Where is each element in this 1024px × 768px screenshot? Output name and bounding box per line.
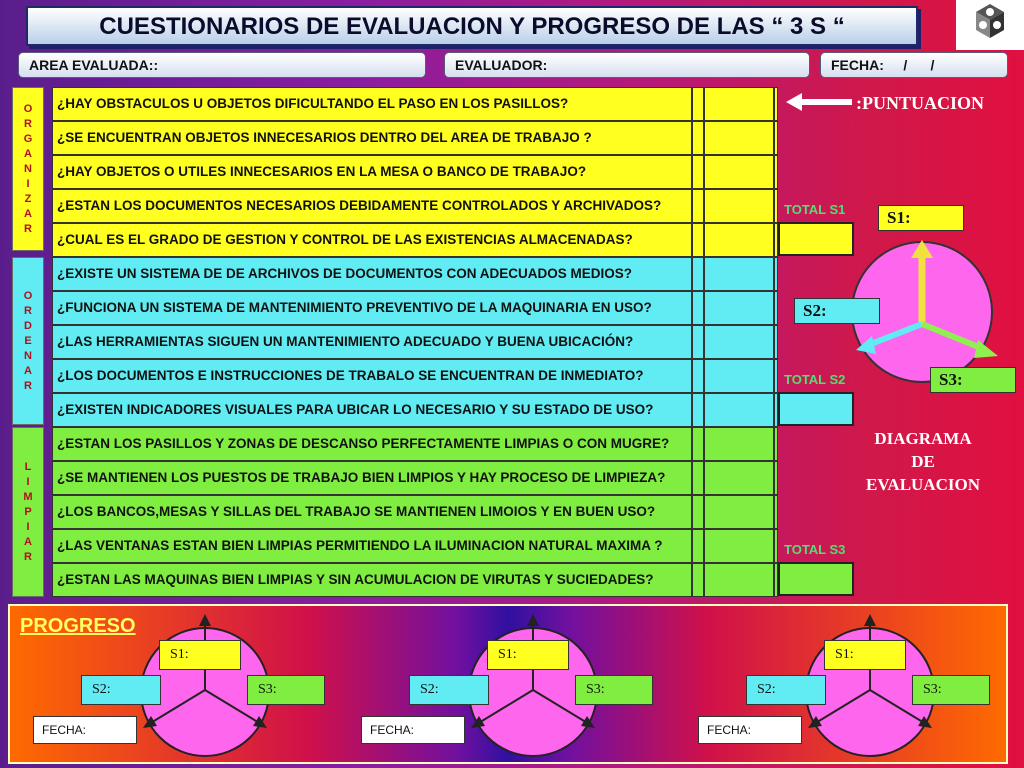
score-cell[interactable]: [774, 325, 778, 359]
question-row: ¿ESTAN LOS DOCUMENTOS NECESARIOS DEBIDAMENTE CONTROLADOS Y ARCHIVADOS?: [52, 189, 692, 223]
progress-s2-box[interactable]: S2:: [746, 675, 826, 705]
section-label-organizar: [12, 87, 44, 251]
progress-date-field[interactable]: FECHA:: [33, 716, 137, 744]
company-logo: [956, 0, 1024, 50]
diagram-s3-box[interactable]: S3:: [930, 367, 1016, 393]
score-cell[interactable]: [692, 359, 704, 393]
diagram-caption-line3: EVALUACION: [866, 475, 980, 494]
section-letter: G: [23, 132, 33, 145]
section-letter: Z: [24, 192, 32, 205]
section-letter: N: [24, 162, 32, 175]
score-cell[interactable]: [704, 87, 774, 121]
score-cell[interactable]: [774, 87, 778, 121]
score-cell[interactable]: [692, 427, 704, 461]
progress-s2-box[interactable]: S2:: [409, 675, 489, 705]
score-cell[interactable]: [692, 257, 704, 291]
diagram-caption: [846, 427, 1000, 496]
section-letter: I: [26, 475, 30, 488]
question-row: ¿HAY OBJETOS O UTILES INNECESARIOS EN LA MESA O BANCO DE TRABAJO?: [52, 155, 692, 189]
section-letter: L: [24, 460, 32, 473]
section-label-limpiar: [12, 427, 44, 597]
section-letter: R: [24, 379, 32, 392]
score-cell[interactable]: [692, 325, 704, 359]
score-cell[interactable]: [704, 121, 774, 155]
total-s2-label: TOTAL S2: [784, 372, 846, 387]
score-cell[interactable]: [774, 155, 778, 189]
score-cell[interactable]: [704, 155, 774, 189]
question-row: ¿LAS VENTANAS ESTAN BIEN LIMPIAS PERMITIENDO LA ILUMINACION NATURAL MAXIMA ?: [52, 529, 692, 563]
score-cell[interactable]: [704, 291, 774, 325]
section-letter: O: [23, 289, 33, 302]
section-letter: M: [23, 490, 33, 503]
score-cell[interactable]: [692, 121, 704, 155]
progress-s3-box[interactable]: S3:: [247, 675, 325, 705]
diagram-s2-box[interactable]: S2:: [794, 298, 880, 324]
section-letter: D: [24, 319, 32, 332]
question-row: ¿EXISTEN INDICADORES VISUALES PARA UBICAR LO NECESARIO Y SU ESTADO DE USO?: [52, 393, 692, 427]
score-cell[interactable]: [692, 495, 704, 529]
section-label-ordenar: [12, 257, 44, 425]
score-cell[interactable]: [704, 529, 774, 563]
diagram-caption-line1: DIAGRAMA: [874, 429, 972, 448]
score-cell[interactable]: [692, 223, 704, 257]
question-row: ¿SE MANTIENEN LOS PUESTOS DE TRABAJO BIEN LIMPIOS Y HAY PROCESO DE LIMPIEZA?: [52, 461, 692, 495]
question-row: ¿ESTAN LOS PASILLOS Y ZONAS DE DESCANSO PERFECTAMENTE LIMPIAS O CON MUGRE?: [52, 427, 692, 461]
diagram-s1-box[interactable]: S1:: [878, 205, 964, 231]
section-letter: R: [24, 117, 32, 130]
question-row: ¿LOS DOCUMENTOS E INSTRUCCIONES DE TRABALO SE ENCUENTRAN DE INMEDIATO?: [52, 359, 692, 393]
score-cell[interactable]: [692, 291, 704, 325]
total-s2-box[interactable]: [778, 392, 854, 426]
section-letter: A: [24, 147, 32, 160]
score-cell[interactable]: [692, 87, 704, 121]
score-cell[interactable]: [704, 189, 774, 223]
progress-title: PROGRESO: [20, 615, 136, 637]
section-letter: R: [24, 304, 32, 317]
section-letter: R: [24, 222, 32, 235]
page-title: CUESTIONARIOS DE EVALUACION Y PROGRESO DE LAS “ 3 S “: [26, 6, 918, 46]
score-cell[interactable]: [704, 427, 774, 461]
section-letter: E: [24, 334, 32, 347]
progress-date-field[interactable]: FECHA:: [361, 716, 465, 744]
section-letter: P: [24, 505, 32, 518]
score-cell[interactable]: [704, 257, 774, 291]
diagram-caption-line2: DE: [911, 452, 935, 471]
score-cell[interactable]: [774, 359, 778, 393]
score-cell[interactable]: [692, 461, 704, 495]
score-cell[interactable]: [704, 563, 774, 597]
section-letter: A: [24, 535, 32, 548]
question-row: ¿FUNCIONA UN SISTEMA DE MANTENIMIENTO PREVENTIVO DE LA MAQUINARIA EN USO?: [52, 291, 692, 325]
progress-s3-box[interactable]: S3:: [575, 675, 653, 705]
score-cell[interactable]: [692, 155, 704, 189]
score-cell[interactable]: [692, 563, 704, 597]
question-row: ¿LOS BANCOS,MESAS Y SILLAS DEL TRABAJO SE MANTIENEN LIMOIOS Y EN BUEN USO?: [52, 495, 692, 529]
question-row: ¿ESTAN LAS MAQUINAS BIEN LIMPIAS Y SIN ACUMULACION DE VIRUTAS Y SUCIEDADES?: [52, 563, 692, 597]
score-cell[interactable]: [774, 291, 778, 325]
question-row: ¿LAS HERRAMIENTAS SIGUEN UN MANTENIMIENTO ADECUADO Y BUENA UBICACIÓN?: [52, 325, 692, 359]
progress-s1-box[interactable]: S1:: [159, 640, 241, 670]
score-cell[interactable]: [692, 189, 704, 223]
date-field[interactable]: FECHA: / /: [820, 52, 1008, 78]
evaluator-field[interactable]: EVALUADOR:: [444, 52, 810, 78]
section-letter: I: [26, 177, 30, 190]
score-cell[interactable]: [704, 359, 774, 393]
total-s1-label: TOTAL S1: [784, 202, 846, 217]
progress-date-field[interactable]: FECHA:: [698, 716, 802, 744]
score-cell[interactable]: [774, 495, 778, 529]
progress-s1-box[interactable]: S1:: [487, 640, 569, 670]
progress-s2-box[interactable]: S2:: [81, 675, 161, 705]
score-cell[interactable]: [692, 529, 704, 563]
left-arrow-icon: [784, 91, 854, 118]
score-cell[interactable]: [774, 121, 778, 155]
score-cell[interactable]: [774, 461, 778, 495]
question-row: ¿CUAL ES EL GRADO DE GESTION Y CONTROL DE LAS EXISTENCIAS ALMACENADAS?: [52, 223, 692, 257]
section-letter: A: [24, 364, 32, 377]
section-letter: A: [24, 207, 32, 220]
question-row: ¿SE ENCUENTRAN OBJETOS INNECESARIOS DENTRO DEL AREA DE TRABAJO ?: [52, 121, 692, 155]
total-s3-label: TOTAL S3: [784, 542, 846, 557]
score-cell[interactable]: [692, 393, 704, 427]
section-letter: I: [26, 520, 30, 533]
section-letter: R: [24, 550, 32, 563]
score-cell[interactable]: [774, 189, 778, 223]
score-cell[interactable]: [774, 529, 778, 563]
section-letter: N: [24, 349, 32, 362]
score-cell[interactable]: [704, 325, 774, 359]
score-cell[interactable]: [704, 461, 774, 495]
question-row: ¿EXISTE UN SISTEMA DE DE ARCHIVOS DE DOCUMENTOS CON ADECUADOS MEDIOS?: [52, 257, 692, 291]
puntuacion-label: :PUNTUACION: [856, 93, 984, 113]
score-cell[interactable]: [774, 427, 778, 461]
score-cell[interactable]: [704, 223, 774, 257]
section-letter: O: [23, 102, 33, 115]
score-cell[interactable]: [704, 495, 774, 529]
progress-s1-box[interactable]: S1:: [824, 640, 906, 670]
question-row: ¿HAY OBSTACULOS U OBJETOS DIFICULTANDO EL PASO EN LOS PASILLOS?: [52, 87, 692, 121]
score-cell[interactable]: [774, 257, 778, 291]
total-s3-box[interactable]: [778, 562, 854, 596]
area-field[interactable]: AREA EVALUADA::: [18, 52, 426, 78]
score-cell[interactable]: [704, 393, 774, 427]
progress-s3-box[interactable]: S3:: [912, 675, 990, 705]
